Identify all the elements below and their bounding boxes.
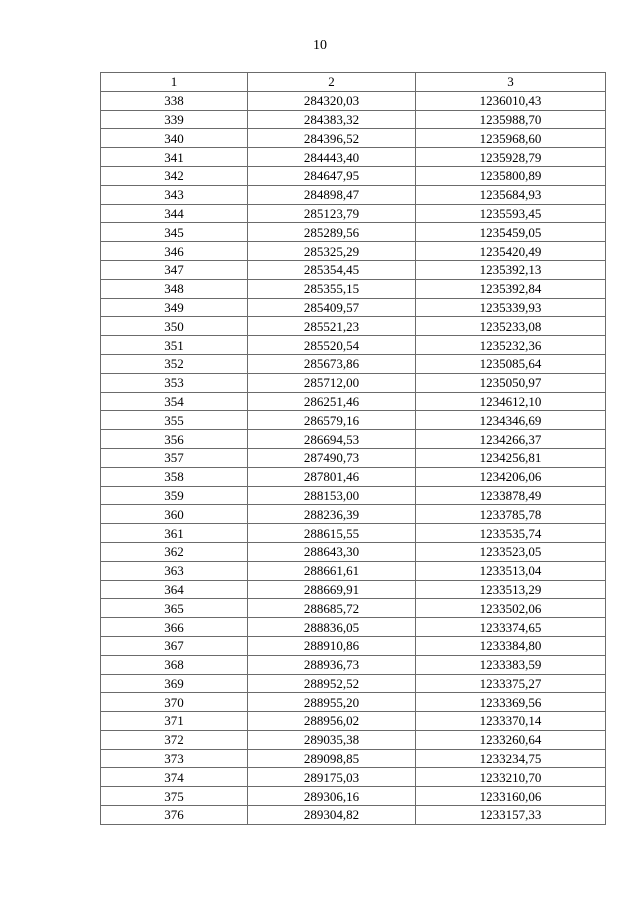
y-coordinate-cell: 1233157,33 [416,806,606,825]
point-number-cell: 360 [101,505,248,524]
table-row [101,580,606,599]
table-row [101,787,606,806]
point-number-cell: 350 [101,317,248,336]
table-row [101,768,606,787]
table-header-row [101,73,606,92]
table-row [101,806,606,825]
x-coordinate-cell: 289304,82 [248,806,416,825]
x-coordinate-cell: 285673,86 [248,354,416,373]
table-row [101,336,606,355]
x-coordinate-cell: 285409,57 [248,298,416,317]
table-row [101,693,606,712]
y-coordinate-cell: 1233160,06 [416,787,606,806]
table-row [101,148,606,167]
point-number-cell: 374 [101,768,248,787]
x-coordinate-cell: 284383,32 [248,110,416,129]
y-coordinate-cell: 1233502,06 [416,599,606,618]
point-number-cell: 341 [101,148,248,167]
point-number-cell: 339 [101,110,248,129]
y-coordinate-cell: 1235232,36 [416,336,606,355]
table-row [101,486,606,505]
point-number-cell: 361 [101,524,248,543]
y-coordinate-cell: 1234346,69 [416,411,606,430]
y-coordinate-cell: 1235420,49 [416,242,606,261]
table-row [101,674,606,693]
y-coordinate-cell: 1235392,13 [416,260,606,279]
y-coordinate-cell: 1233374,65 [416,618,606,637]
column-header-1: 1 [101,73,248,92]
table-row [101,204,606,223]
y-coordinate-cell: 1235085,64 [416,354,606,373]
table-row [101,599,606,618]
x-coordinate-cell: 286579,16 [248,411,416,430]
y-coordinate-cell: 1233370,14 [416,712,606,731]
table-row [101,166,606,185]
point-number-cell: 370 [101,693,248,712]
point-number-cell: 372 [101,730,248,749]
x-coordinate-cell: 285123,79 [248,204,416,223]
y-coordinate-cell: 1233878,49 [416,486,606,505]
point-number-cell: 376 [101,806,248,825]
y-coordinate-cell: 1233375,27 [416,674,606,693]
x-coordinate-cell: 284898,47 [248,185,416,204]
point-number-cell: 367 [101,636,248,655]
y-coordinate-cell: 1233383,59 [416,655,606,674]
y-coordinate-cell: 1234206,06 [416,467,606,486]
table-row [101,392,606,411]
table-row [101,223,606,242]
table-row [101,712,606,731]
y-coordinate-cell: 1233234,75 [416,749,606,768]
y-coordinate-cell: 1233260,64 [416,730,606,749]
y-coordinate-cell: 1235968,60 [416,129,606,148]
point-number-cell: 340 [101,129,248,148]
table-row [101,430,606,449]
y-coordinate-cell: 1235988,70 [416,110,606,129]
table-row [101,636,606,655]
point-number-cell: 352 [101,354,248,373]
x-coordinate-cell: 285355,15 [248,279,416,298]
table-row [101,354,606,373]
x-coordinate-cell: 288910,86 [248,636,416,655]
table-row [101,129,606,148]
table-row [101,91,606,110]
table-row [101,279,606,298]
point-number-cell: 342 [101,166,248,185]
point-number-cell: 373 [101,749,248,768]
point-number-cell: 353 [101,373,248,392]
x-coordinate-cell: 285520,54 [248,336,416,355]
point-number-cell: 366 [101,618,248,637]
table-row [101,411,606,430]
point-number-cell: 368 [101,655,248,674]
table-row [101,749,606,768]
table-row [101,467,606,486]
point-number-cell: 347 [101,260,248,279]
x-coordinate-cell: 285712,00 [248,373,416,392]
x-coordinate-cell: 286694,53 [248,430,416,449]
y-coordinate-cell: 1234266,37 [416,430,606,449]
x-coordinate-cell: 285325,29 [248,242,416,261]
table-row [101,298,606,317]
point-number-cell: 344 [101,204,248,223]
table-row [101,618,606,637]
y-coordinate-cell: 1235800,89 [416,166,606,185]
table-row [101,655,606,674]
point-number-cell: 343 [101,185,248,204]
y-coordinate-cell: 1233513,29 [416,580,606,599]
y-coordinate-cell: 1233513,04 [416,561,606,580]
point-number-cell: 364 [101,580,248,599]
x-coordinate-cell: 288836,05 [248,618,416,637]
y-coordinate-cell: 1235684,93 [416,185,606,204]
point-number-cell: 349 [101,298,248,317]
page-number: 10 [313,38,327,53]
x-coordinate-cell: 289306,16 [248,787,416,806]
table-row [101,730,606,749]
x-coordinate-cell: 288936,73 [248,655,416,674]
y-coordinate-cell: 1236010,43 [416,91,606,110]
point-number-cell: 346 [101,242,248,261]
table-row [101,561,606,580]
x-coordinate-cell: 289035,38 [248,730,416,749]
point-number-cell: 357 [101,448,248,467]
table-row [101,110,606,129]
table-row [101,242,606,261]
y-coordinate-cell: 1235928,79 [416,148,606,167]
x-coordinate-cell: 286251,46 [248,392,416,411]
x-coordinate-cell: 288669,91 [248,580,416,599]
point-number-cell: 375 [101,787,248,806]
point-number-cell: 348 [101,279,248,298]
y-coordinate-cell: 1233384,80 [416,636,606,655]
x-coordinate-cell: 284443,40 [248,148,416,167]
x-coordinate-cell: 285289,56 [248,223,416,242]
x-coordinate-cell: 284647,95 [248,166,416,185]
point-number-cell: 351 [101,336,248,355]
y-coordinate-cell: 1235459,05 [416,223,606,242]
point-number-cell: 363 [101,561,248,580]
column-header-3: 3 [416,73,606,92]
y-coordinate-cell: 1233785,78 [416,505,606,524]
point-number-cell: 345 [101,223,248,242]
y-coordinate-cell: 1234612,10 [416,392,606,411]
point-number-cell: 354 [101,392,248,411]
y-coordinate-cell: 1233210,70 [416,768,606,787]
x-coordinate-cell: 288952,52 [248,674,416,693]
y-coordinate-cell: 1235233,08 [416,317,606,336]
table-row [101,373,606,392]
x-coordinate-cell: 287490,73 [248,448,416,467]
x-coordinate-cell: 284320,03 [248,91,416,110]
y-coordinate-cell: 1234256,81 [416,448,606,467]
y-coordinate-cell: 1233535,74 [416,524,606,543]
column-header-2: 2 [248,73,416,92]
table-row [101,185,606,204]
table-row [101,505,606,524]
x-coordinate-cell: 289175,03 [248,768,416,787]
table-row [101,448,606,467]
table-body [101,91,606,824]
x-coordinate-cell: 288661,61 [248,561,416,580]
x-coordinate-cell: 288955,20 [248,693,416,712]
x-coordinate-cell: 288643,30 [248,542,416,561]
coordinates-table [100,72,606,825]
table-row [101,542,606,561]
x-coordinate-cell: 288615,55 [248,524,416,543]
y-coordinate-cell: 1233523,05 [416,542,606,561]
table-row [101,317,606,336]
table-row [101,260,606,279]
x-coordinate-cell: 287801,46 [248,467,416,486]
x-coordinate-cell: 288236,39 [248,505,416,524]
table-row [101,524,606,543]
x-coordinate-cell: 289098,85 [248,749,416,768]
point-number-cell: 365 [101,599,248,618]
point-number-cell: 359 [101,486,248,505]
y-coordinate-cell: 1235392,84 [416,279,606,298]
point-number-cell: 362 [101,542,248,561]
x-coordinate-cell: 284396,52 [248,129,416,148]
x-coordinate-cell: 285521,23 [248,317,416,336]
x-coordinate-cell: 288153,00 [248,486,416,505]
y-coordinate-cell: 1233369,56 [416,693,606,712]
point-number-cell: 356 [101,430,248,449]
x-coordinate-cell: 288956,02 [248,712,416,731]
point-number-cell: 369 [101,674,248,693]
y-coordinate-cell: 1235339,93 [416,298,606,317]
x-coordinate-cell: 285354,45 [248,260,416,279]
x-coordinate-cell: 288685,72 [248,599,416,618]
point-number-cell: 355 [101,411,248,430]
point-number-cell: 358 [101,467,248,486]
y-coordinate-cell: 1235050,97 [416,373,606,392]
point-number-cell: 371 [101,712,248,731]
point-number-cell: 338 [101,91,248,110]
y-coordinate-cell: 1235593,45 [416,204,606,223]
